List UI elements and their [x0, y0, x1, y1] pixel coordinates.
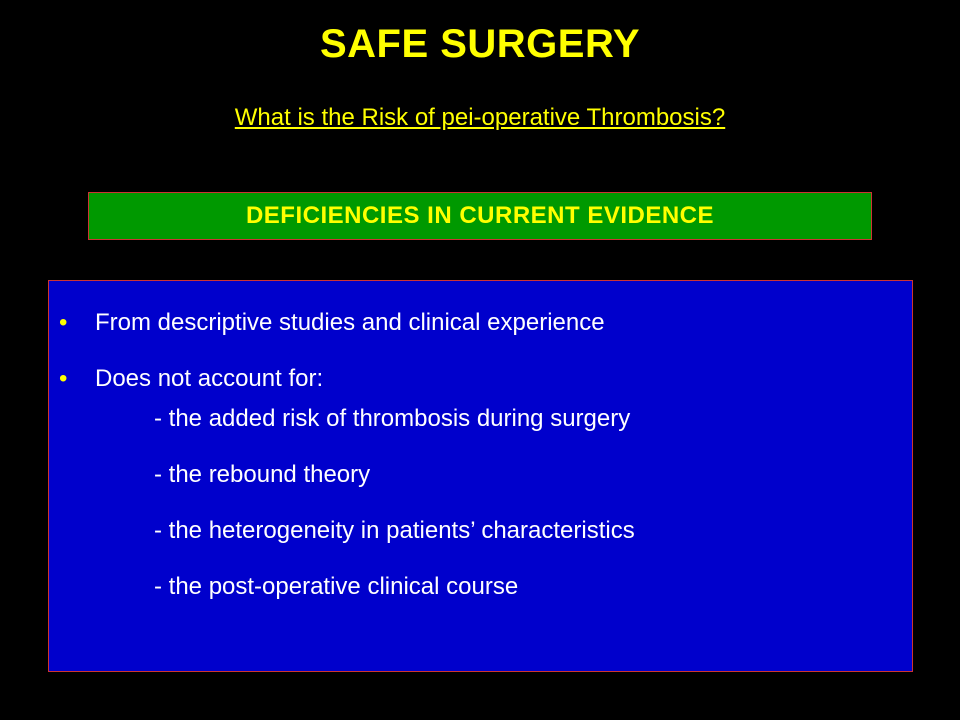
section-banner-label: DEFICIENCIES IN CURRENT EVIDENCE [245, 202, 715, 229]
sub-item: - the heterogeneity in patients’ characteristics [154, 517, 635, 544]
bullet-marker: • [59, 309, 68, 336]
slide-title: SAFE SURGERY [319, 22, 641, 66]
content-panel [48, 280, 913, 672]
slide-subtitle: What is the Risk of pei-operative Thrombosis? [234, 104, 726, 131]
sub-item: - the added risk of thrombosis during surgery [154, 405, 631, 432]
sub-item: - the rebound theory [154, 461, 371, 488]
sub-item: - the post-operative clinical course [154, 573, 519, 600]
bullet-text: Does not account for: [95, 365, 324, 392]
bullet-text: From descriptive studies and clinical experience [95, 309, 605, 336]
section-banner [88, 192, 872, 240]
bullet-marker: • [59, 365, 68, 392]
